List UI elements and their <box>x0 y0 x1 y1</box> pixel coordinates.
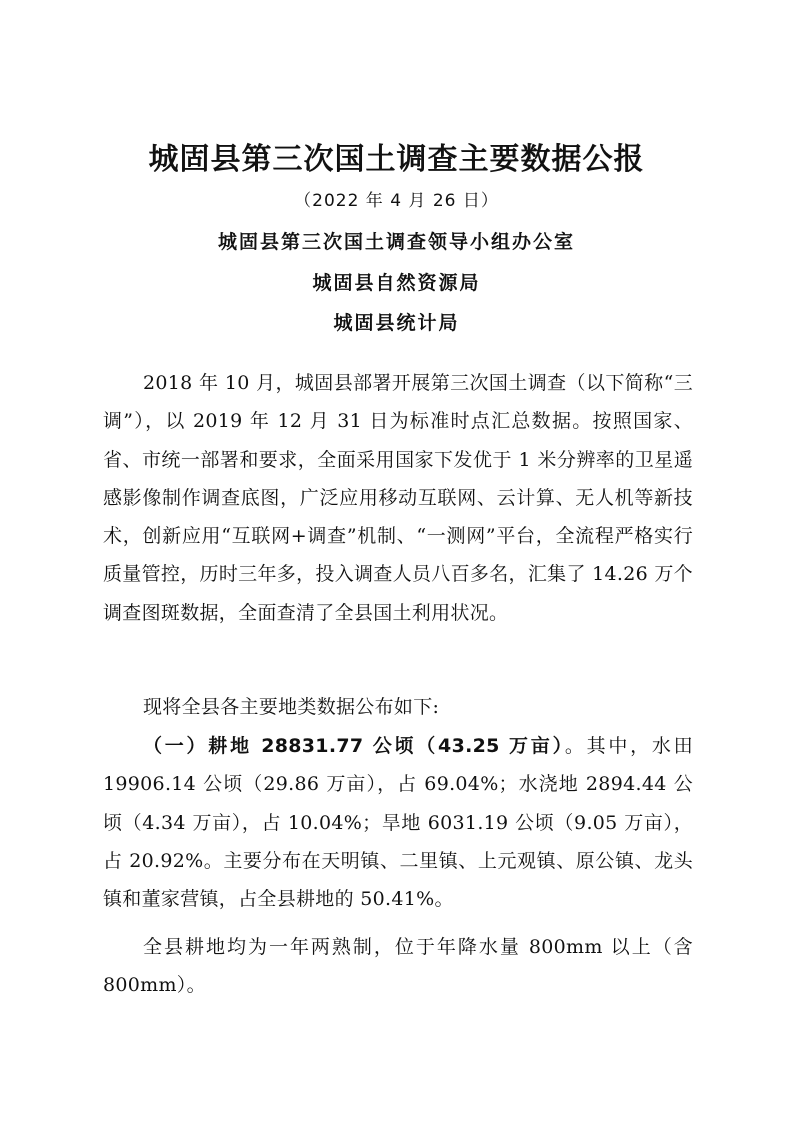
announce-paragraph: 现将全县各主要地类数据公布如下: <box>143 696 440 718</box>
issuer-office: 城固县第三次国土调查领导小组办公室 <box>217 231 575 253</box>
intro-paragraph: 2018 年 10 月，城固县部署开展第三次国土调查（以下简称“三调”），以 2019 年 12 月 31 日为标准时点汇总数据。按照国家、省、市统一部署和要求，全面采用国家下发优于 1 米分辨率的卫星遥感影像制作调查底图，广泛应用移动互联网、云计算、无人机等新技术，创新应用“互联网+调查”机制、“一测网”平台，全流程严格实行质量管控，历时三年多，投入调查人员八百多名，汇集了 14.26 万个调查图斑数据，全面查清了全县国土利用状况。 <box>103 372 693 624</box>
issuer-statistics-bureau: 城固县统计局 <box>333 312 460 334</box>
farmland-heading: （一）耕地 28831.77 公顷（43.25 万亩） <box>143 735 565 757</box>
farmland-paragraph <box>103 727 693 918</box>
farmland-body: 。其中，水田 19906.14 公顷（29.86 万亩），占 69.04%；水浇地 2894.44 公顷（4.34 万亩），占 10.04%；旱地 6031.19 公顷（9.05 万亩），占 20.92%。主要分布在天明镇、二里镇、上元观镇、原公镇、龙头镇和董家营镇，占全县耕地的 50.41%。 <box>103 735 693 911</box>
rainfall-paragraph: 全县耕地均为一年两熟制，位于年降水量 800mm 以上（含 800mm）。 <box>103 936 693 997</box>
document-title: 城固县第三次国土调查主要数据公报 <box>148 142 645 177</box>
issuer-natural-resources-bureau: 城固县自然资源局 <box>312 272 481 294</box>
publish-date: （2022 年 4 月 26 日） <box>294 191 499 211</box>
